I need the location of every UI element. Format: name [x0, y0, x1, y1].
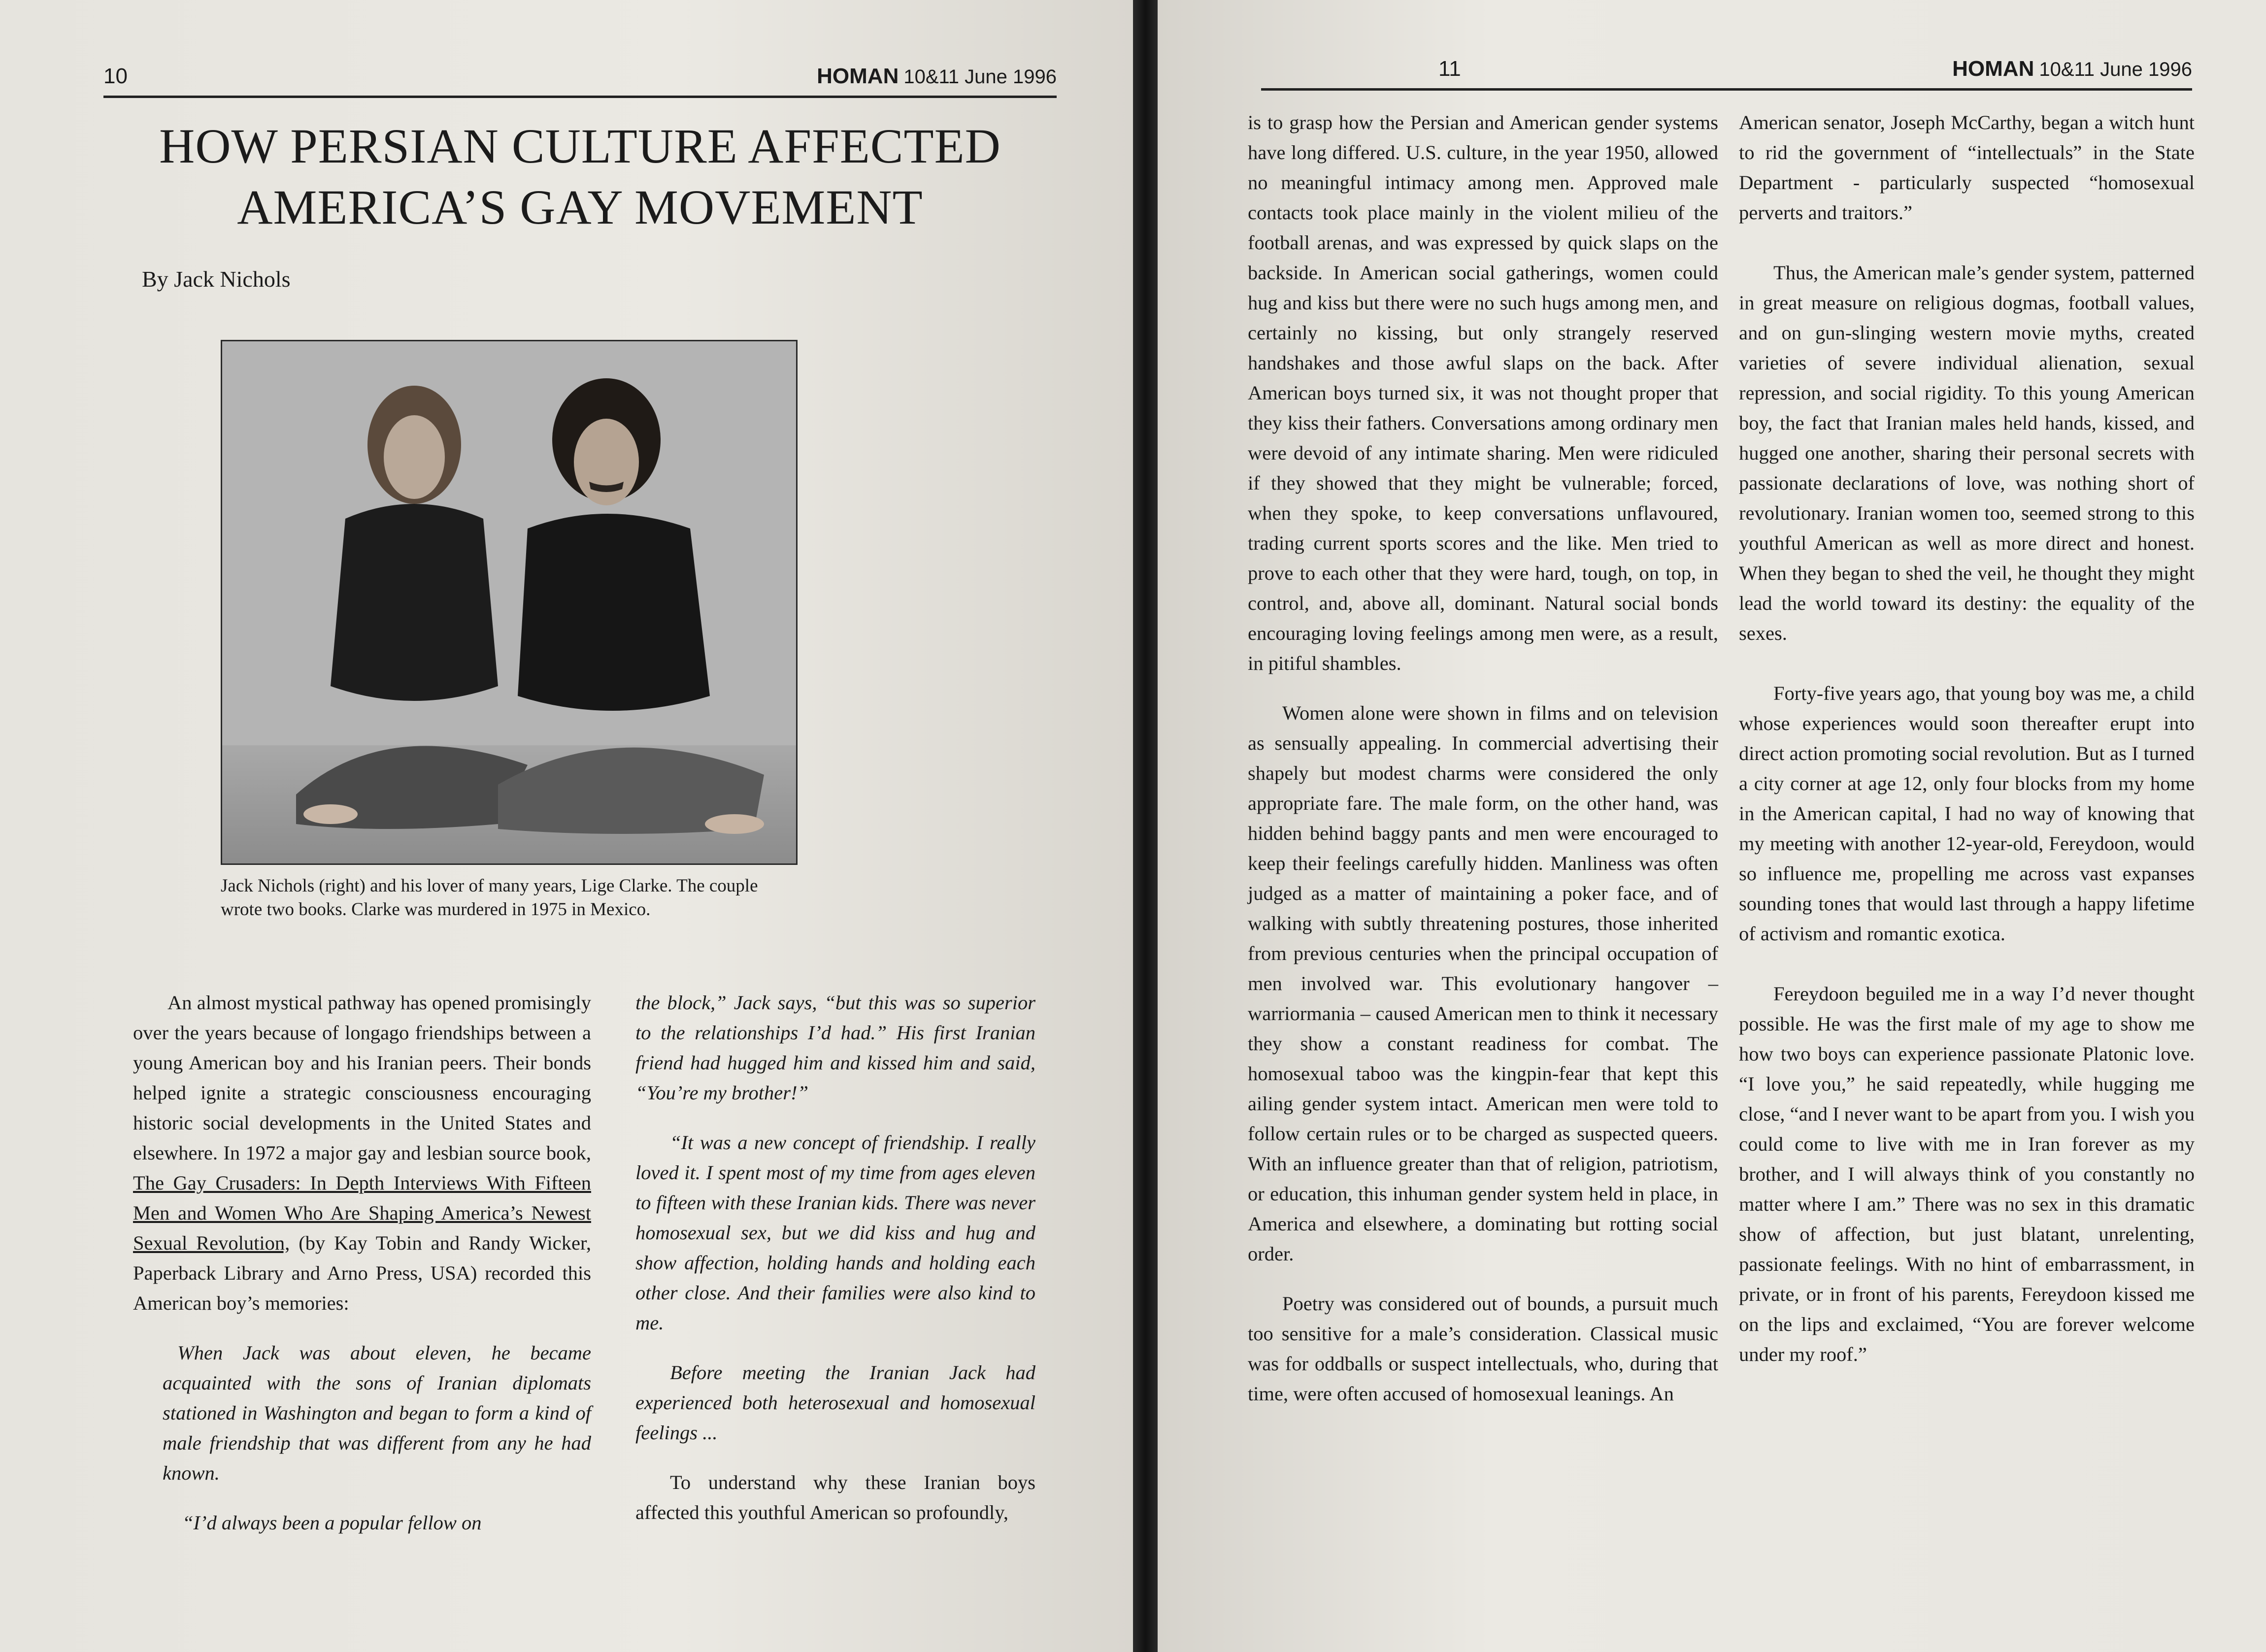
publication-name: HOMAN — [817, 64, 899, 88]
body-paragraph-6: Forty-five years ago, that young boy was me, a child whose experiences would soon thereafter erupt into direct action promoting social revolution. But as I turned a city corner at age 12, only four blocks from my home in the American capital, I had no way of knowing that my meeting with another 12-year-old, Fereydoon, would so influence me, propelling me across vast expanses sounding tones that would last through a happy lifetime of activism and romantic exotica. — [1739, 682, 2195, 945]
left-column-1 — [133, 988, 591, 1538]
quote-paragraph-3: “It was a new concept of friendship. I really loved it. I spent most of my time from ages eleven to fifteen with these Iranian kids. There was never homosexual sex, but we did kiss and hug and show affection, holding hands and holding each other close. And their families were also kind to me. — [635, 1131, 1035, 1334]
photo-two-men-seated — [222, 341, 796, 863]
publication-info — [817, 64, 1057, 89]
byline: By Jack Nichols — [142, 266, 291, 292]
article-headline — [103, 116, 1057, 238]
body-paragraph-4: American senator, Joseph McCarthy, began a witch hunt to rid the government of “intellectuals” in the State Department - particularly suspected “homosexual perverts and traitors.” — [1739, 111, 2195, 224]
page-number: 11 — [1438, 57, 1461, 81]
body-paragraph-7: Fereydoon beguiled me in a way I’d never thought possible. He was the first male of my age to show me how two boys can experience passionate Platonic love. “I love you,” he said repeatedly, while hugging me close, “and I never want to be apart from you. I wish you could come to live with me in Iran forever as my brother, and I will always think of you constantly no matter where I am.” There was no sex in this dramatic show of affection, but just blatant, unrelenting, passionate feelings. With no hint of embarrassment, in private, or in front of his parents, Fereydoon kissed me on the lips and exclaimed, “You are forever welcome under my roof.” — [1739, 983, 2195, 1365]
publication-name: HOMAN — [1952, 57, 2034, 81]
intro-paragraph — [133, 988, 591, 1318]
body-paragraph-1: is to grasp how the Persian and American gender systems have long differed. U.S. culture, in the year 1950, allowed no meaningful intimacy among men. Approved male contacts took place mainly in the violent milieu of the football arenas, and was expressed by quick slaps on the backside. In American social gatherings, women could hug and kiss but there were no such hugs among men, and certainly no kissing, but only strangely reserved handshakes and those awful slaps on the back. After American boys turned six, it was not thought proper that they kiss their fathers. Conversations among ordinary men were devoid of any intimate sharing. Men were ridiculed if they showed that they might be vulnerable; forced, when they spoke, to keep conversations unflavoured, trading current sports scores and the like. Men tried to prove to each other that they were hard, tough, on top, in control, and, above all, dominant. Natural social bonds encouraging loving feelings among men were, as a result, in pitiful shambles. — [1248, 111, 1718, 674]
running-header-right — [1261, 47, 2192, 91]
quote-paragraph-1: When Jack was about eleven, he became acquainted with the sons of Iranian diplomats stationed in Washington and began to form a kind of male friendship that was different from any he had known. — [163, 1342, 591, 1484]
right-column-2 — [1739, 107, 2195, 1369]
right-column-1 — [1248, 107, 1718, 1409]
page-gutter — [1133, 0, 1158, 1652]
page-number: 10 — [103, 64, 128, 88]
quote-paragraph-2-cont: the block,” Jack says, “but this was so superior to the relationships I’d had.” His first Iranian friend had hugged him and kissed him and said, “You’re my brother!” — [635, 991, 1035, 1104]
book-title: The Gay Crusaders: In Depth Interviews With Fifteen Men and Women Who Are Shaping America’s Newest Sexual Revolution, — [133, 1172, 591, 1254]
quote-paragraph-2: “I’d always been a popular fellow on — [182, 1512, 482, 1534]
publication-info — [1952, 57, 2192, 81]
issue-date: 10&11 June 1996 — [903, 66, 1057, 88]
body-paragraph-5: Thus, the American male’s gender system, patterned in great measure on religious dogmas, football values, and on gun-slinging western movie myths, created varieties of severe individual alienation, sexual repression, and social rigidity. To this young American boy, the fact that Iranian males held hands, kissed, and hugged one another, sharing their personal secrets with passionate declarations of love, was nothing short of revolutionary. Iranian women too, seemed strong to this youthful American as well as more direct and honest. When they began to shed the veil, he thought they might lead the world toward its destiny: the equality of the sexes. — [1739, 262, 2195, 644]
issue-date: 10&11 June 1996 — [2039, 59, 2192, 80]
body-paragraph-3: Poetry was considered out of bounds, a pursuit much too sensitive for a male’s consideration. Classical music was for oddballs or suspect intellectuals, who, during that time, were often accused of homosexual leanings. An — [1248, 1292, 1718, 1405]
article-photo — [221, 340, 798, 865]
body-paragraph-transition: To understand why these Iranian boys affected this youthful American so profoundly, — [635, 1471, 1035, 1523]
running-header-left — [103, 54, 1057, 98]
headline-line-2: AMERICA’S GAY MOVEMENT — [237, 180, 923, 234]
left-column-2 — [635, 988, 1035, 1527]
quote-paragraph-4: Before meeting the Iranian Jack had experienced both heterosexual and homosexual feelings ... — [635, 1361, 1035, 1444]
intro-text-a: An almost mystical pathway has opened promisingly over the years because of longago friendships between a young American boy and his Iranian peers. Their bonds helped ignite a strategic consciousness encouraging historic social developments in the United States and elsewhere. In 1972 a major gay and lesbian source book, — [133, 991, 591, 1164]
body-paragraph-2: Women alone were shown in films and on television as sensually appealing. In commercial advertising their shapely but modest charms were considered the only appropriate fare. The male form, on the other hand, was hidden behind baggy pants and men were encouraged to keep their feelings carefully hidden. Manliness was often judged as a matter of maintaining a poker face, and of walking with subtly threatening postures, those inherited from previous centuries when the principal occupation of men involved war. This evolutionary hangover – warriormania – caused American men to think it necessary they show a constant readiness for combat. The homosexual taboo was the kingpin-fear that kept this ailing gender system intact. American men were told to follow certain rules or to be charged as suspected queers. With an influence greater than that of religion, patriotism, or education, this inhuman gender system held in place, in America and elsewhere, a dominating but rotting social order. — [1248, 702, 1718, 1265]
headline-line-1: HOW PERSIAN CULTURE AFFECTED — [159, 119, 1001, 173]
intro-text-b: (by Kay Tobin and Randy Wicker, Paperback Library and Arno Press, USA) recorded this American boy’s memories: — [133, 1232, 591, 1314]
right-page — [1158, 0, 2266, 1652]
photo-caption: Jack Nichols (right) and his lover of many years, Lige Clarke. The couple wrote two books. Clarke was murdered in 1975 in Mexico. — [221, 876, 758, 920]
